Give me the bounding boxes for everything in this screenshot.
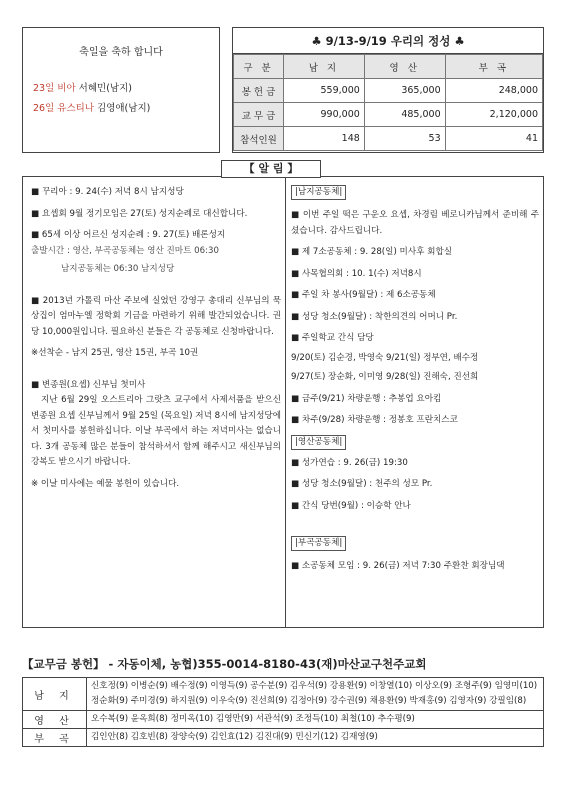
notice-item: ■ 주일학교 간식 담당 <box>291 333 374 343</box>
section-label: |영산공동체| <box>291 435 346 450</box>
table-cell: 559,000 <box>284 79 365 103</box>
notice-item: ■ 간식 당번(9월) : 이승학 안나 <box>291 500 411 511</box>
header-cell: 남 지 <box>284 55 365 79</box>
column-divider <box>285 177 286 627</box>
row-label: 참석인원 <box>234 127 284 151</box>
notice-item: ■ 제 7소공동체 : 9. 28(일) 미사후 회합실 <box>291 247 453 257</box>
section-label: |남지공동체| <box>291 185 346 200</box>
notice-item: ■ 금주(9/21) 차량운행 : 추봉업 요아킴 <box>291 393 442 404</box>
notice-item: ■ 소공동체 모임 : 9. 26(금) 저녁 7:30 주환찬 회장님댁 <box>291 561 505 571</box>
header-cell: 영 산 <box>364 55 445 79</box>
table-row <box>23 678 544 711</box>
donors-table <box>22 677 544 747</box>
notice-header: 【 알 림 】 <box>221 160 321 178</box>
donor-names: 오수복(9) 윤옥희(8) 정미옥(10) 김영만(9) 서관석(9) 조정득(10) 최철(10) 추수평(9) <box>87 711 544 729</box>
feast-day-box <box>22 27 220 153</box>
notice-paragraph: 지난 6월 29일 오스트리아 그랏츠 교구에서 사제서품을 받으신 변종원 요셉 신부님께서 9월 25일 (목요일) 저녁 8시에 남지성당에서 첫미사를 봉헌하십니다. 이날 부곡에서 하는 저녁미사는 없습니다. 3개 공동체 많은 분들이 참석하셔서 함께 해주시고 새신부님의 강복도 받으시기 바랍니다. <box>31 395 281 467</box>
table-row <box>234 79 543 103</box>
notice-item: ■ 꾸리아 : 9. 24(수) 저녁 8시 남지성당 <box>31 187 184 197</box>
notice-detail: 출발시간 : 영산, 부곡공동체는 영산 진마트 06:30 <box>31 245 219 256</box>
row-label: 봉 헌 금 <box>234 79 284 103</box>
table-cell: 365,000 <box>364 79 445 103</box>
feast-day-title: 축일을 축하 합니다 <box>79 47 163 58</box>
header-cell: 구 분 <box>234 55 284 79</box>
table-cell: 2,120,000 <box>445 103 542 127</box>
header-cell: 부 곡 <box>445 55 542 79</box>
notices-right-column <box>291 183 539 575</box>
community-label: 부 곡 <box>23 729 87 747</box>
notice-detail: 9/20(토) 김순경, 박영숙 9/21(일) 정부연, 배수정 <box>291 352 479 363</box>
notice-item: ■ 주일 차 봉사(9월달) : 제 6소공동체 <box>291 290 436 300</box>
notice-item: ■ 사목협의회 : 10. 1(수) 저녁8시 <box>291 268 422 279</box>
notice-detail: 9/27(토) 장순화, 이미영 9/28(일) 진해숙, 진선희 <box>291 372 479 382</box>
offering-stats-box <box>232 27 544 153</box>
notice-note: ※선착순 - 남지 25권, 영산 15권, 부곡 10권 <box>31 348 199 358</box>
notice-item: ■ 성가연습 : 9. 26(금) 19:30 <box>291 457 408 468</box>
community-label: 영 산 <box>23 711 87 729</box>
notice-item: ■ 성당 청소(9월달) : 천주의 성모 Pr. <box>291 479 433 489</box>
table-row <box>234 103 543 127</box>
notice-paragraph: ■ 2013년 가톨릭 마산 주보에 실었던 강영구 총대리 신부님의 묵상집이 엄마누엘 정학회 기금을 마련하기 위해 발간되었습니다. 권당 10,000원입니다. 필요하신 분들은 각 공동체로 신청바랍니다. <box>31 295 281 337</box>
table-cell: 990,000 <box>284 103 365 127</box>
notice-item: ■ 변종원(요셉) 신부님 첫미사 <box>31 379 146 390</box>
community-label: 남 지 <box>23 678 87 711</box>
table-row <box>234 127 543 151</box>
notice-note: ※ 이날 미사에는 예물 봉헌이 있습니다. <box>31 478 180 489</box>
row-label: 교 무 금 <box>234 103 284 127</box>
notice-item: ■ 요셉회 9월 정기모임은 27(토) 성지순례로 대신합니다. <box>31 208 248 219</box>
notice-item: ■ 차주(9/28) 차량운행 : 정봉호 프란치스코 <box>291 415 458 425</box>
table-cell: 248,000 <box>445 79 542 103</box>
table-cell: 53 <box>364 127 445 151</box>
notices-left-column <box>31 183 281 492</box>
table-row <box>23 711 544 729</box>
feast-day-entry <box>33 100 150 114</box>
table-cell: 485,000 <box>364 103 445 127</box>
feast-day-person: 서혜민(남지) <box>78 83 132 94</box>
table-row <box>23 729 544 747</box>
offering-transfer-title: 【교무금 봉헌】 - 자동이체, 농협)355-0014-8180-43(재)마산교구천주교회 <box>22 657 427 671</box>
table-cell: 148 <box>284 127 365 151</box>
feast-day-person: 김영애(남지) <box>97 103 151 114</box>
section-label: |부곡공동체| <box>291 536 346 551</box>
feast-day-entry <box>33 80 132 94</box>
feast-day-date: 26일 유스티나 <box>33 103 94 114</box>
notice-item: ■ 이번 주일 떡은 구운오 요셉, 차경림 베로니카님께서 준비해 주셨습니다. 감사드립니다. <box>291 210 539 236</box>
donor-names: 신호정(9) 이병순(9) 배수정(9) 이영득(9) 공수분(9) 김우석(9) 강용환(9) 이창열(10) 이상오(9) 조형주(9) 임영미(10) 정순화(9) 주미경(9) 하지원(9) 이우숙(9) 진선희(9) 김정아(9) 강수권(9) 채용환(9) 박재홍(9) 김영자(9) 강필임(8) <box>87 678 544 711</box>
donor-names: 김인안(8) 김호빈(8) 장양숙(9) 김인효(12) 김진대(9) 민신기(12) 김재영(9) <box>87 729 544 747</box>
notices-box <box>22 176 544 628</box>
notice-detail: 남지공동체는 06:30 남지성당 <box>61 264 175 274</box>
notice-item: ■ 성당 청소(9월달) : 착한의견의 어머니 Pr. <box>291 311 458 322</box>
feast-day-date: 23일 비아 <box>33 83 76 94</box>
table-header-row <box>234 55 543 79</box>
notice-item: ■ 65세 이상 어르신 성지순례 : 9. 27(토) 배론성지 <box>31 230 226 240</box>
offering-table <box>233 54 543 151</box>
table-cell: 41 <box>445 127 542 151</box>
offering-stats-title: ♣ 9/13-9/19 우리의 정성 ♣ <box>233 28 543 54</box>
